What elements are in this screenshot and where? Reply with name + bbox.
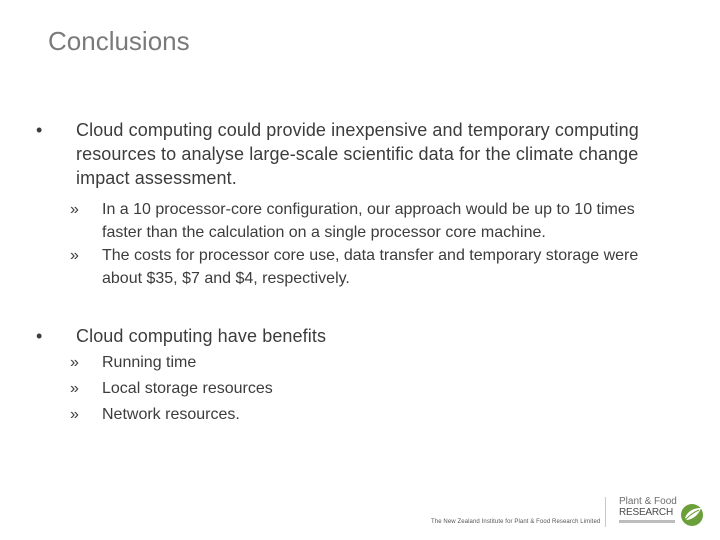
bullet-item [36, 324, 676, 348]
sub-bullet-marker: » [70, 354, 79, 371]
sub-bullet-text: Network resources. [102, 406, 240, 423]
sub-list [36, 198, 676, 290]
sub-bullet-item [70, 402, 676, 428]
bullet-marker: • [36, 326, 43, 346]
sub-bullet-item [70, 244, 676, 290]
bullet-group-1 [36, 118, 676, 290]
bullet-group-2 [36, 324, 676, 428]
sub-bullet-text: Local storage resources [102, 380, 273, 397]
footer-divider [605, 497, 606, 527]
slide-content [36, 118, 676, 428]
logo-line2: RESEARCH [619, 507, 673, 518]
leaf-icon [678, 499, 706, 532]
company-logo [612, 495, 712, 531]
slide-title: Conclusions [48, 26, 190, 56]
sub-bullet-marker: » [70, 247, 79, 264]
logo-tagline-bar [619, 520, 675, 523]
sub-bullet-item [70, 376, 676, 402]
sub-bullet-item [70, 350, 676, 376]
bullet-text: Cloud computing could provide inexpensive and temporary computing resources to analyse large-scale scientific data for the climate change impact assessment. [76, 120, 639, 188]
sub-list [36, 350, 676, 428]
sub-bullet-marker: » [70, 380, 79, 397]
logo-line1: Plant & Food [619, 496, 677, 507]
sub-bullet-text: In a 10 processor-core configuration, our approach would be up to 10 times faster than the calculation on a single processor core machine. [102, 201, 635, 241]
bullet-item [36, 118, 676, 190]
sub-bullet-marker: » [70, 406, 79, 423]
sub-bullet-text: Running time [102, 354, 197, 371]
sub-bullet-item [70, 198, 676, 244]
sub-bullet-marker: » [70, 201, 79, 218]
footer-copyright: The New Zealand Institute for Plant & Food Research Limited [431, 519, 601, 525]
sub-bullet-text: The costs for processor core use, data transfer and temporary storage were about $35, $7 and $4, respectively. [102, 247, 639, 287]
bullet-marker: • [36, 120, 43, 140]
bullet-text: Cloud computing have benefits [76, 326, 327, 346]
